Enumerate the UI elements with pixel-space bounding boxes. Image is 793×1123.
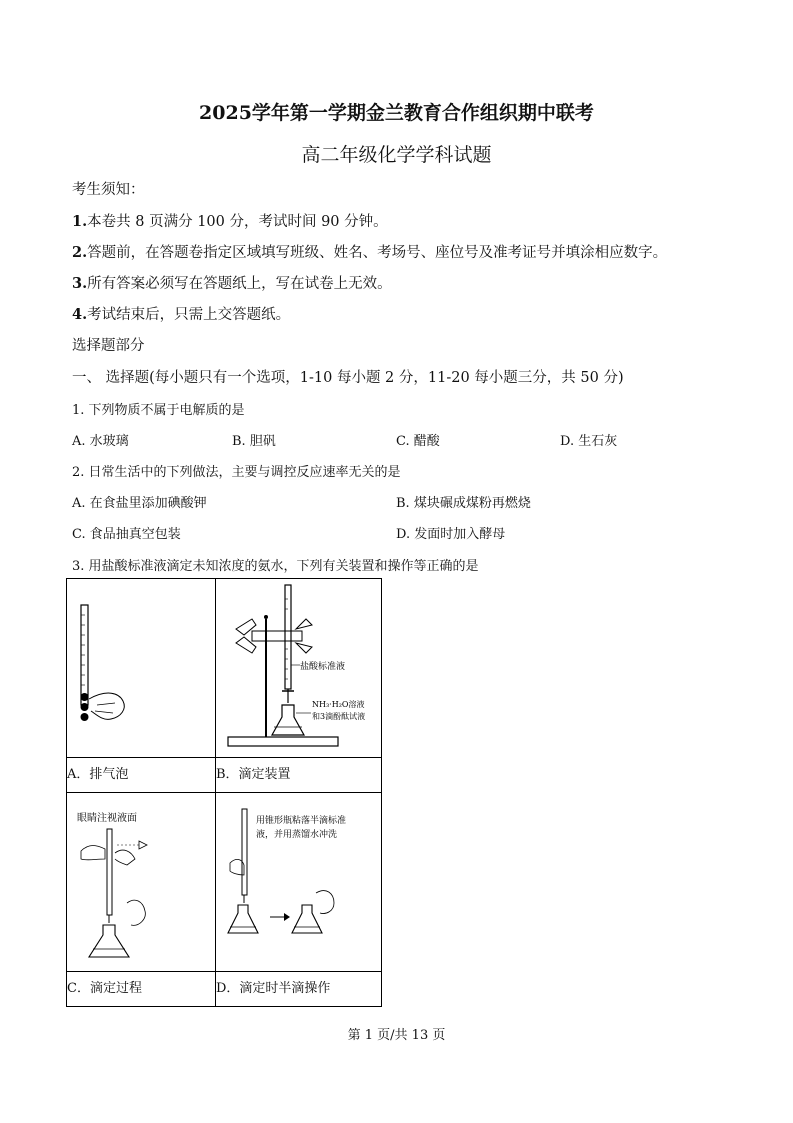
figure-d-caption: D．滴定时半滴操作 xyxy=(216,972,382,1007)
half-drop-note-2: 液，并用蒸馏水冲洗 xyxy=(256,830,338,840)
figure-d-image xyxy=(216,793,381,971)
question-3-figure-table xyxy=(66,578,382,1007)
section-heading: 一、 选择题(每小题只有一个选项，1-10 每小题 2 分，11-20 每小题三分，共 50 分) xyxy=(72,370,624,386)
page-footer: 第 1 页/共 13 页 xyxy=(347,1028,446,1043)
notice-item-number: 4. xyxy=(72,306,88,323)
flask-label-1: NH₃·H₂O溶液 xyxy=(312,700,365,709)
notice-item-text: 本卷共 8 页满分 100 分，考试时间 90 分钟。 xyxy=(87,214,388,230)
notice-item-4 xyxy=(72,303,290,324)
question-1-option-b: B. 胆矾 xyxy=(232,434,276,449)
figure-b-cell xyxy=(216,579,382,758)
question-2-stem: 2. 日常生活中的下列做法，主要与调控反应速率无关的是 xyxy=(72,465,401,480)
question-2-option-b: B. 煤块碾成煤粉再燃烧 xyxy=(396,496,531,511)
figure-d-cell xyxy=(216,793,382,972)
figure-a-caption: A．排气泡 xyxy=(67,758,216,793)
question-3-stem: 3. 用盐酸标准液滴定未知浓度的氨水，下列有关装置和操作等正确的是 xyxy=(72,559,479,574)
figure-a-cell xyxy=(67,579,216,758)
figure-c-caption: C．滴定过程 xyxy=(67,972,216,1007)
notice-heading: 考生须知： xyxy=(72,182,145,198)
notice-item-number: 2. xyxy=(72,244,88,261)
question-1-option-a: A. 水玻璃 xyxy=(72,434,129,449)
titration-stand-icon xyxy=(216,579,381,757)
flask-label-2: 和3滴酚酞试液 xyxy=(312,712,366,721)
half-drop-note-1: 用锥形瓶粘落半滴标准 xyxy=(256,816,347,826)
question-1-stem: 1. 下列物质不属于电解质的是 xyxy=(72,403,245,418)
question-2-option-a: A. 在食盐里添加碘酸钾 xyxy=(72,496,207,511)
burette-label: 盐酸标准液 xyxy=(300,662,346,672)
notice-item-number: 1. xyxy=(72,213,88,230)
page-subtitle: 高二年级化学学科试题 xyxy=(301,144,492,166)
notice-item-text: 答题前，在答题卷指定区域填写班级、姓名、考场号、座位号及准考证号并填涂相应数字。 xyxy=(87,245,668,261)
titration-process-icon xyxy=(67,793,215,971)
notice-item-text: 考试结束后，只需上交答题纸。 xyxy=(87,307,291,323)
question-1-option-d: D. 生石灰 xyxy=(560,434,618,449)
notice-item-2 xyxy=(72,241,667,262)
question-2-option-d: D. 发面时加入酵母 xyxy=(396,527,506,542)
page-title: 2025学年第一学期金兰教育合作组织期中联考 xyxy=(199,102,594,124)
figure-a-image xyxy=(67,579,215,757)
notice-item-3 xyxy=(72,272,392,293)
question-1-option-c: C. 醋酸 xyxy=(396,434,440,449)
burette-bubble-icon xyxy=(67,579,215,757)
section-part: 选择题部分 xyxy=(72,338,145,354)
half-drop-icon xyxy=(216,793,381,971)
notice-item-text: 所有答案必须写在答题纸上，写在试卷上无效。 xyxy=(87,276,392,292)
eye-label: 眼睛注视液面 xyxy=(77,813,137,824)
notice-item-number: 3. xyxy=(72,275,88,292)
figure-c-image xyxy=(67,793,215,971)
figure-b-caption: B．滴定装置 xyxy=(216,758,382,793)
question-2-option-c: C. 食品抽真空包装 xyxy=(72,527,181,542)
figure-b-image xyxy=(216,579,381,757)
notice-item-1 xyxy=(72,210,388,231)
figure-c-cell xyxy=(67,793,216,972)
